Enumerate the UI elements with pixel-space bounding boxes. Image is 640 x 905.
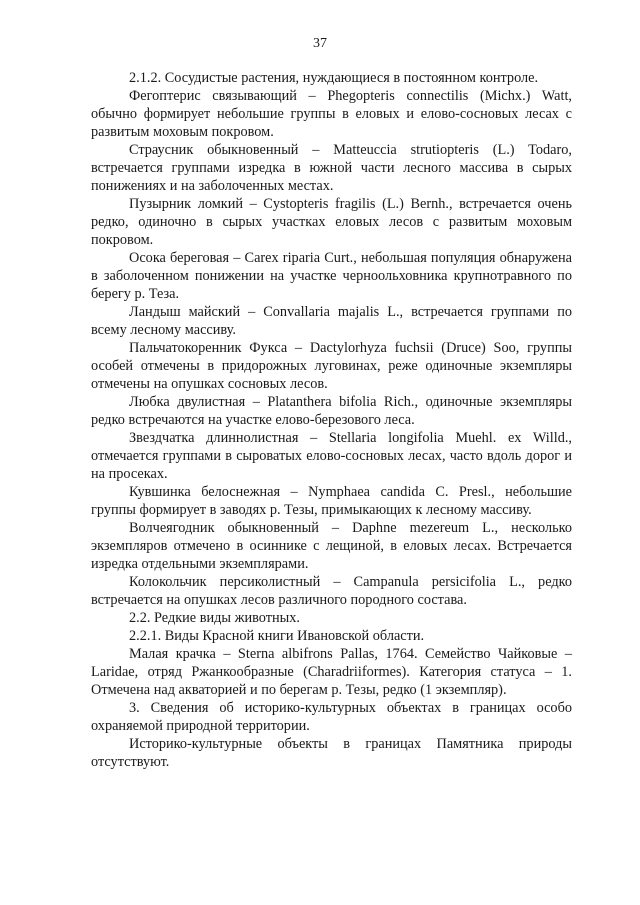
paragraph-phegopteris: Фегоптерис связывающий – Phegopteris connectilis (Michx.) Watt, обычно формирует небольшие группы в еловых и елово-сосновых лесах с развитым моховым покровом.: [91, 88, 572, 140]
paragraph-dactylorhyza: Пальчатокоренник Фукса – Dactylorhyza fuchsii (Druce) Soo, группы особей отмечены в придорожных луговинах, реже одиночные экземпляры отмечены на опушках сосновых лесов.: [91, 340, 572, 392]
paragraph-carex: Осока береговая – Carex riparia Curt., небольшая популяция обнаружена в заболоченном понижении на участке черноольховника крупнотравного по берегу р. Теза.: [91, 250, 572, 302]
paragraph-campanula: Колокольчик персиколистный – Campanula persicifolia L., редко встречается на опушках лесов различного породного состава.: [91, 574, 572, 608]
paragraph-sterna: Малая крачка – Sterna albifrons Pallas, 1764. Семейство Чайковые – Laridae, отряд Ржанкообразные (Charadriiformes). Категория статуса – 1. Отмечена над акваторией и по берегам р. Тезы, редко (1 экземпляр).: [91, 646, 572, 698]
page-number: 37: [313, 36, 327, 51]
paragraph-stellaria: Звездчатка длиннолистная – Stellaria longifolia Muehl. ex Willd., отмечается группами в сыроватых елово-сосновых лесах, часто вдоль дорог и на просеках.: [91, 430, 572, 482]
section-heading-red-book: 2.2.1. Виды Красной книги Ивановской области.: [129, 628, 425, 644]
page-body: [91, 69, 572, 771]
paragraph-platanthera: Любка двулистная – Platanthera bifolia Rich., одиночные экземпляры редко встречаются на участке елово-березового леса.: [91, 394, 572, 428]
paragraph-cystopteris: Пузырник ломкий – Cystopteris fragilis (L.) Bernh., встречается очень редко, одиночно в сырых участках еловых лесов с развитым моховым покровом.: [91, 196, 572, 248]
section-heading-rare-animals: 2.2. Редкие виды животных.: [129, 610, 300, 626]
paragraph-daphne: Волчеягодник обыкновенный – Daphne mezereum L., несколько экземпляров отмечено в осиннике с лещиной, в еловых лесах. Встречается изредка отдельными экземплярами.: [91, 520, 572, 572]
paragraph-matteuccia: Страусник обыкновенный – Matteuccia strutiopteris (L.) Todaro, встречается группами изредка в южной части лесного массива в сырых понижениях и на заболоченных местах.: [91, 142, 572, 194]
section-heading-vascular-plants: 2.1.2. Сосудистые растения, нуждающиеся в постоянном контроле.: [129, 70, 539, 86]
paragraph-convallaria: Ландыш майский – Convallaria majalis L., встречается группами по всему лесному массиву.: [91, 304, 572, 338]
paragraph-nymphaea: Кувшинка белоснежная – Nymphaea candida C. Presl., небольшие группы формирует в заводях р. Тезы, примыкающих к лесному массиву.: [91, 484, 572, 518]
section-heading-cultural-objects: 3. Сведения об историко-культурных объектах в границах особо охраняемой природной территории.: [91, 700, 572, 734]
paragraph-cultural-objects: Историко-культурные объекты в границах Памятника природы отсутствуют.: [91, 736, 572, 770]
